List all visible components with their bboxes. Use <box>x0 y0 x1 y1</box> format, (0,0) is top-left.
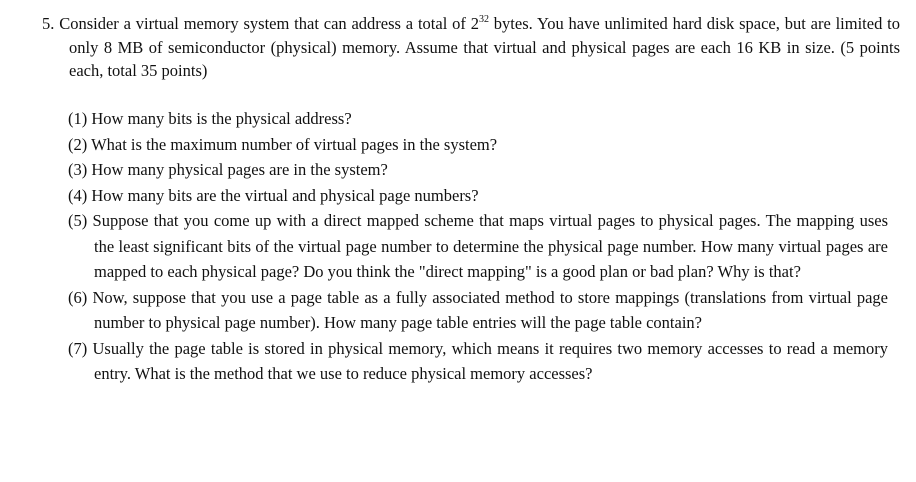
question-text: Now, suppose that you use a page table as a fully associated method to store mappings (translations from virtual page number to physical page number). How many page table entries will the page table contain? <box>92 287 889 332</box>
question-label: (4) <box>68 185 88 205</box>
exponent: 32 <box>478 13 489 25</box>
question-text: Usually the page table is stored in physical memory, which means it requires two memory accesses to read a memory entry. What is the method that we use to reduce physical memory accesses? <box>92 338 889 383</box>
question-item <box>68 208 888 285</box>
question-label: (2) <box>68 134 88 154</box>
question-label: (1) <box>68 109 88 128</box>
question-text: What is the maximum number of virtual pages in the system? <box>91 134 498 154</box>
problem-intro <box>42 12 900 83</box>
question-item <box>68 132 888 158</box>
question-item <box>68 336 888 387</box>
question-item <box>68 106 888 132</box>
question-item <box>68 285 888 336</box>
problem-number: 5. <box>42 14 55 33</box>
question-text: How many bits is the physical address? <box>91 109 352 128</box>
question-label: (7) <box>68 338 88 358</box>
question-text: Suppose that you come up with a direct mapped scheme that maps virtual pages to physical pages. The mapping uses the least significant bits of the virtual page number to determine the physical page number. How many virtual pages are mapped to each physical page? Do you think the "direct mapping" is a good plan or bad plan? Why is that? <box>92 211 888 281</box>
question-label: (5) <box>68 211 88 230</box>
question-item <box>68 157 888 183</box>
question-text: How many bits are the virtual and physical page numbers? <box>91 185 479 205</box>
question-text: How many physical pages are in the system? <box>91 160 388 179</box>
intro-text-start: Consider a virtual memory system that can address a total of 2 <box>59 14 479 33</box>
question-label: (6) <box>68 287 88 307</box>
question-label: (3) <box>68 160 88 179</box>
question-list <box>68 106 888 387</box>
problem-statement <box>42 12 900 83</box>
question-item <box>68 183 888 209</box>
intro-text-end: bytes. You have unlimited hard disk space, but are limited to only 8 MB of semiconductor (physical) memory. Assume that virtual and physical pages are each 16 KB in size. (5 points each, total 35 points) <box>69 14 901 80</box>
